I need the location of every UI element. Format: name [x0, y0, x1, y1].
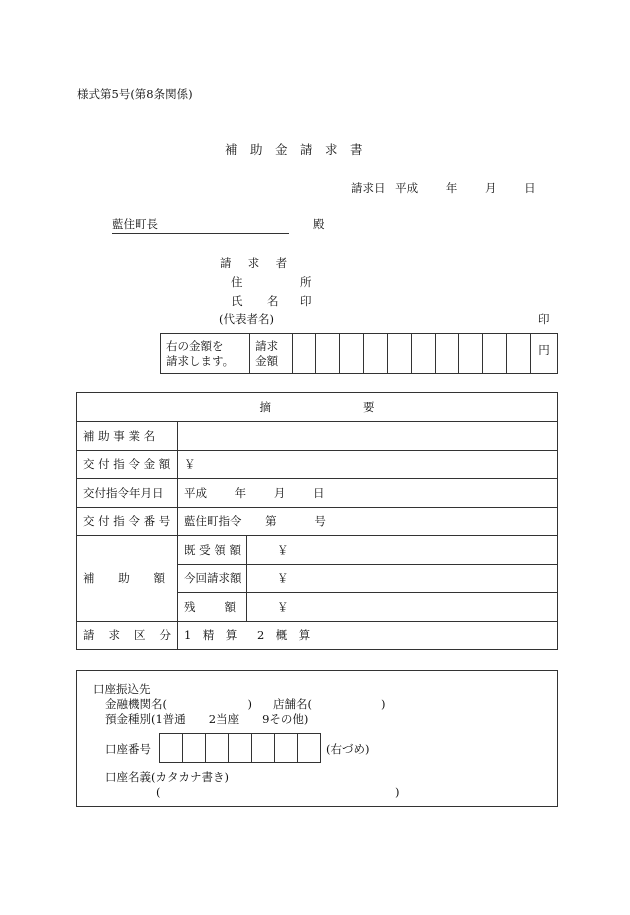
account-digit-box[interactable]: [229, 734, 252, 762]
bank-institution[interactable]: 金融機関名( ): [105, 697, 252, 711]
amount-digit-box[interactable]: [507, 334, 531, 374]
category-option-settle[interactable]: 1 精 算: [184, 628, 238, 643]
category-field[interactable]: [178, 621, 558, 650]
amount-digit-box[interactable]: [292, 334, 316, 374]
amount-statement: 右の金額を 請求します。: [161, 334, 250, 374]
amount-table: [160, 333, 558, 374]
account-holder-open: (: [156, 785, 161, 799]
grant-date-label: 交付指令年月日: [77, 479, 178, 508]
account-digit-box[interactable]: [183, 734, 206, 762]
name-label-a: 氏: [231, 294, 243, 308]
received-label: 既 受 領 額: [178, 536, 247, 565]
addressee-name: 藍住町長: [112, 216, 289, 234]
account-holder-close: ): [395, 785, 400, 799]
request-date-month: 月: [484, 181, 497, 195]
amount-unit: 円: [530, 334, 557, 374]
requester-heading: 請 求 者: [220, 256, 294, 270]
grant-number-label: 交 付 指 令 番 号: [77, 507, 178, 536]
account-digit-box[interactable]: [275, 734, 298, 762]
grant-amount-field[interactable]: ￥: [178, 450, 558, 479]
addressee-suffix: 殿: [313, 217, 325, 231]
project-name-label: 補 助 事 業 名: [77, 422, 178, 451]
amount-digit-box[interactable]: [483, 334, 507, 374]
amount-digit-box[interactable]: [411, 334, 435, 374]
bank-heading: 口座振込先: [93, 682, 151, 696]
representative-seal: 印: [538, 312, 550, 326]
request-date-year: 年: [445, 181, 458, 195]
address-label-a: 住: [231, 275, 243, 289]
category-option-estimate[interactable]: 2 概 算: [256, 628, 311, 643]
request-date-label: 請求日: [351, 181, 386, 195]
name-seal: 印: [300, 294, 312, 308]
bank-branch[interactable]: 店舗名( ): [273, 697, 386, 711]
current-request-label: 今回請求額: [178, 564, 247, 593]
category-label: 請 求 区 分: [77, 621, 178, 650]
bank-transfer-box: [76, 670, 558, 807]
summary-table: [76, 392, 558, 650]
amount-label: 請求 金額: [250, 334, 292, 374]
address-label-b: 所: [300, 275, 312, 289]
representative-label: (代表者名): [219, 312, 274, 326]
current-request-field[interactable]: ￥: [247, 564, 558, 593]
amount-digit-box[interactable]: [364, 334, 388, 374]
account-number-label: 口座番号: [105, 742, 151, 756]
remaining-field[interactable]: ￥: [247, 593, 558, 622]
amount-digit-box[interactable]: [387, 334, 411, 374]
amount-digit-box[interactable]: [316, 334, 340, 374]
right-align-note: (右づめ): [326, 742, 370, 756]
request-date-era: 平成: [395, 181, 419, 195]
name-label-b: 名: [267, 294, 279, 308]
amount-digit-box[interactable]: [459, 334, 483, 374]
account-digit-box[interactable]: [298, 734, 320, 762]
account-holder-label: 口座名義(カタカナ書き): [105, 770, 229, 784]
received-field[interactable]: ￥: [247, 536, 558, 565]
request-date: [351, 180, 536, 196]
grant-number-field[interactable]: 藍住町指令 第 号: [178, 507, 558, 536]
grant-date-field[interactable]: 平成 年 月 日: [178, 479, 558, 508]
grant-amount-label: 交 付 指 令 金 額: [77, 450, 178, 479]
amount-digit-box[interactable]: [435, 334, 459, 374]
project-name-field[interactable]: [178, 422, 558, 451]
request-date-day: 日: [524, 181, 536, 195]
remaining-label: 残 額: [178, 593, 247, 622]
deposit-type[interactable]: 預金種別(1普通 2当座 9その他): [105, 712, 309, 726]
form-number: 様式第5号(第8条関係): [77, 87, 193, 101]
account-digit-box[interactable]: [252, 734, 275, 762]
amount-digit-box[interactable]: [340, 334, 364, 374]
account-digit-box[interactable]: [206, 734, 229, 762]
account-digit-box[interactable]: [160, 734, 183, 762]
document-title: 補 助 金 請 求 書: [225, 142, 363, 157]
subsidy-label: 補 助 額: [77, 536, 178, 622]
summary-header: 摘 要: [77, 393, 558, 422]
account-number-boxes[interactable]: [159, 733, 321, 763]
account-holder-field[interactable]: [165, 783, 391, 799]
